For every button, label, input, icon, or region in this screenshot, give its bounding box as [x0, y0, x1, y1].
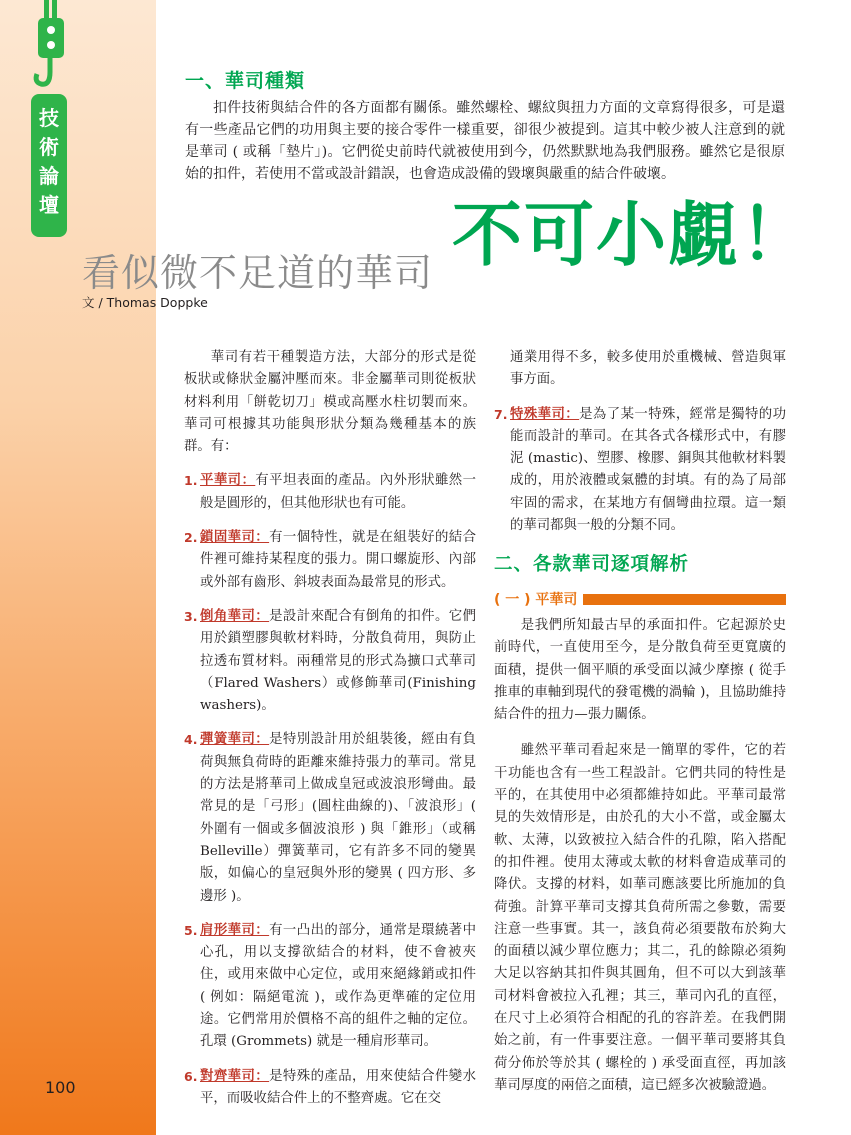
page-number: 100	[45, 1078, 76, 1097]
sub-heading	[494, 589, 786, 611]
list-item	[184, 1066, 476, 1111]
tag-char: 技	[39, 106, 59, 130]
item-text: 是為了某一特殊，經常是獨特的功能而設計的華司。在其各式各樣形式中，有膠泥 (mastic)、塑膠、橡膠、銅與其他軟材料製成的，用於液體或氣體的封填。有的為了局部牢固的需求，在某地方有個彎曲拉環。這一類的華司都與一般的分類不同。	[510, 406, 787, 534]
section-tag	[31, 94, 67, 237]
left-column	[184, 347, 476, 1110]
item-number: 4.	[184, 732, 198, 748]
sub-heading-label: ( 一 ) 平華司	[494, 591, 578, 608]
list-item	[184, 920, 476, 1054]
title-green: 不可小覷！	[452, 194, 812, 276]
item-number: 6.	[184, 1068, 198, 1084]
item-number: 2.	[184, 530, 198, 546]
tag-char: 術	[39, 135, 59, 159]
section1-heading: 一、華司種類	[185, 70, 306, 92]
list-item	[184, 729, 476, 907]
sub-heading-bar	[583, 594, 786, 605]
intro-paragraph: 扣件技術與結合件的各方面都有關係。雖然螺栓、螺紋與扭力方面的文章寫得很多，可是還有一些產品它們的功用與主要的接合零件一樣重要，卻很少被提到。這其中較少被人注意到的就是華司 ( 或稱「墊片」)。它們從史前時代就被使用到今，仍然默默地為我們服務。雖然它是很原始的扣件，若使用不當或設計錯誤，也會造成設備的毀壞與嚴重的結合件破壞。	[185, 100, 785, 182]
item-keyword: 特殊華司：	[510, 406, 580, 422]
right-column	[494, 347, 786, 1097]
tag-char: 壇	[39, 193, 59, 217]
item-keyword: 倒角華司：	[200, 608, 270, 624]
byline: 文 / Thomas Doppke	[82, 295, 208, 310]
title-grey: 看似微不足道的華司	[82, 251, 434, 295]
continuation-text: 通業用得不多，較多使用於重機械、營造與軍事方面。	[510, 350, 786, 388]
list-item	[184, 527, 476, 594]
item-keyword: 鎖固華司：	[200, 530, 270, 546]
list-item	[494, 404, 786, 538]
body-paragraph: 雖然平華司看起來是一簡單的零件，它的若干功能也含有一些工程設計。它們共同的特性是平的，在其使用中必須都維持如此。平華司最常見的失效情形是，由於孔的大小不當，或金屬太軟、太薄，以致被拉入結合件的孔隙，陷入搭配的扣件裡。使用太薄或太軟的材料會造成華司的降伏。支撐的材料，如華司應該要比所施加的負荷強。計算平華司支撐其負荷所需之參數，需要注意一些事實。其一，該負荷必須要散布於夠大的面積以減少單位應力；其二，孔的餘隙必須夠大足以容納其扣件與其圓角，但不可以大到該華司材料會被拉入孔裡；其三，華司內孔的直徑，在尺寸上必須符合相配的孔的容許差。在我們開始之前，有一件事要注意。一個平華司要將其負荷分佈於等於其 ( 螺栓的 ) 承受面直徑，再加該華司厚度的兩倍之面積，這已經多次被驗證過。	[494, 743, 786, 1093]
item-keyword: 肩形華司：	[200, 922, 270, 938]
body-paragraph: 是我們所知最古早的承面扣件。它起源於史前時代，一直使用至今，是分散負荷至更寬廣的面積，提供一個平順的承受面以減少摩擦 ( 從手推車的車軸到現代的發電機的渦輪 )，且協助維持結合件的扭力—張力關係。	[494, 617, 786, 723]
tag-char: 論	[39, 164, 59, 188]
item-keyword: 平華司：	[200, 473, 256, 489]
list-item	[184, 470, 476, 515]
item-number: 3.	[184, 608, 198, 624]
crane-hook-icon	[30, 0, 70, 95]
item-text: 是特殊的產品，用來使結合件變水平，而吸收結合件上的不整齊處。它在交	[200, 1068, 477, 1106]
item-text: 是特別設計用於組裝後，經由有負荷與無負荷時的距離來維持張力的華司。常見的方法是將華司上做成皇冠或波浪形彎曲。最常見的是「弓形」(圓柱曲線的)、「波浪形」( 外圍有一個或多個波浪形 ) 與「錐形」（或稱 Belleville）彈簧華司，它有許多不同的變異版，如偏心的皇冠與外形的變異 ( 四方形、多邊形 )。	[200, 732, 477, 904]
lead-paragraph: 華司有若干種製造方法，大部分的形式是從板狀或條狀金屬沖壓而來。非金屬華司則從板狀材料利用「餅乾切刀」模或高壓水柱切製而來。華司可根據其功能與形狀分類為幾種基本的族群。有：	[184, 350, 476, 455]
item-text: 有平坦表面的產品。內外形狀雖然一般是圓形的，但其他形狀也有可能。	[200, 473, 477, 511]
item-number: 7.	[494, 406, 508, 422]
item-number: 1.	[184, 473, 198, 489]
item-text: 有一個特性，就是在組裝好的結合件裡可維持某程度的張力。開口螺旋形、內部或外部有齒形、斜坡表面為最常見的形式。	[200, 530, 477, 590]
item-text: 有一凸出的部分，通常是環繞著中心孔，用以支撐欲結合的材料，使不會被夾住，或用來做中心定位，或用來絕緣銷或扣件 ( 例如：隔絕電流 )，或作為更準確的定位用途。它們常用於價格不高的組件之軸的定位。孔環 (Grommets) 就是一種肩形華司。	[200, 922, 477, 1050]
item-text: 是設計來配合有倒角的扣件。它們用於鎖塑膠與軟材料時，分散負荷用，與防止拉透布質材料。兩種常見的形式為擴口式華司（Flared Washers）或修飾華司(Finishing washers)。	[200, 608, 477, 714]
list-item	[184, 606, 476, 717]
side-band	[0, 0, 156, 1135]
section2-heading: 二、各款華司逐項解析	[494, 554, 690, 576]
item-keyword: 彈簧華司：	[200, 732, 270, 748]
item-number: 5.	[184, 922, 198, 938]
item-keyword: 對齊華司：	[200, 1068, 270, 1084]
